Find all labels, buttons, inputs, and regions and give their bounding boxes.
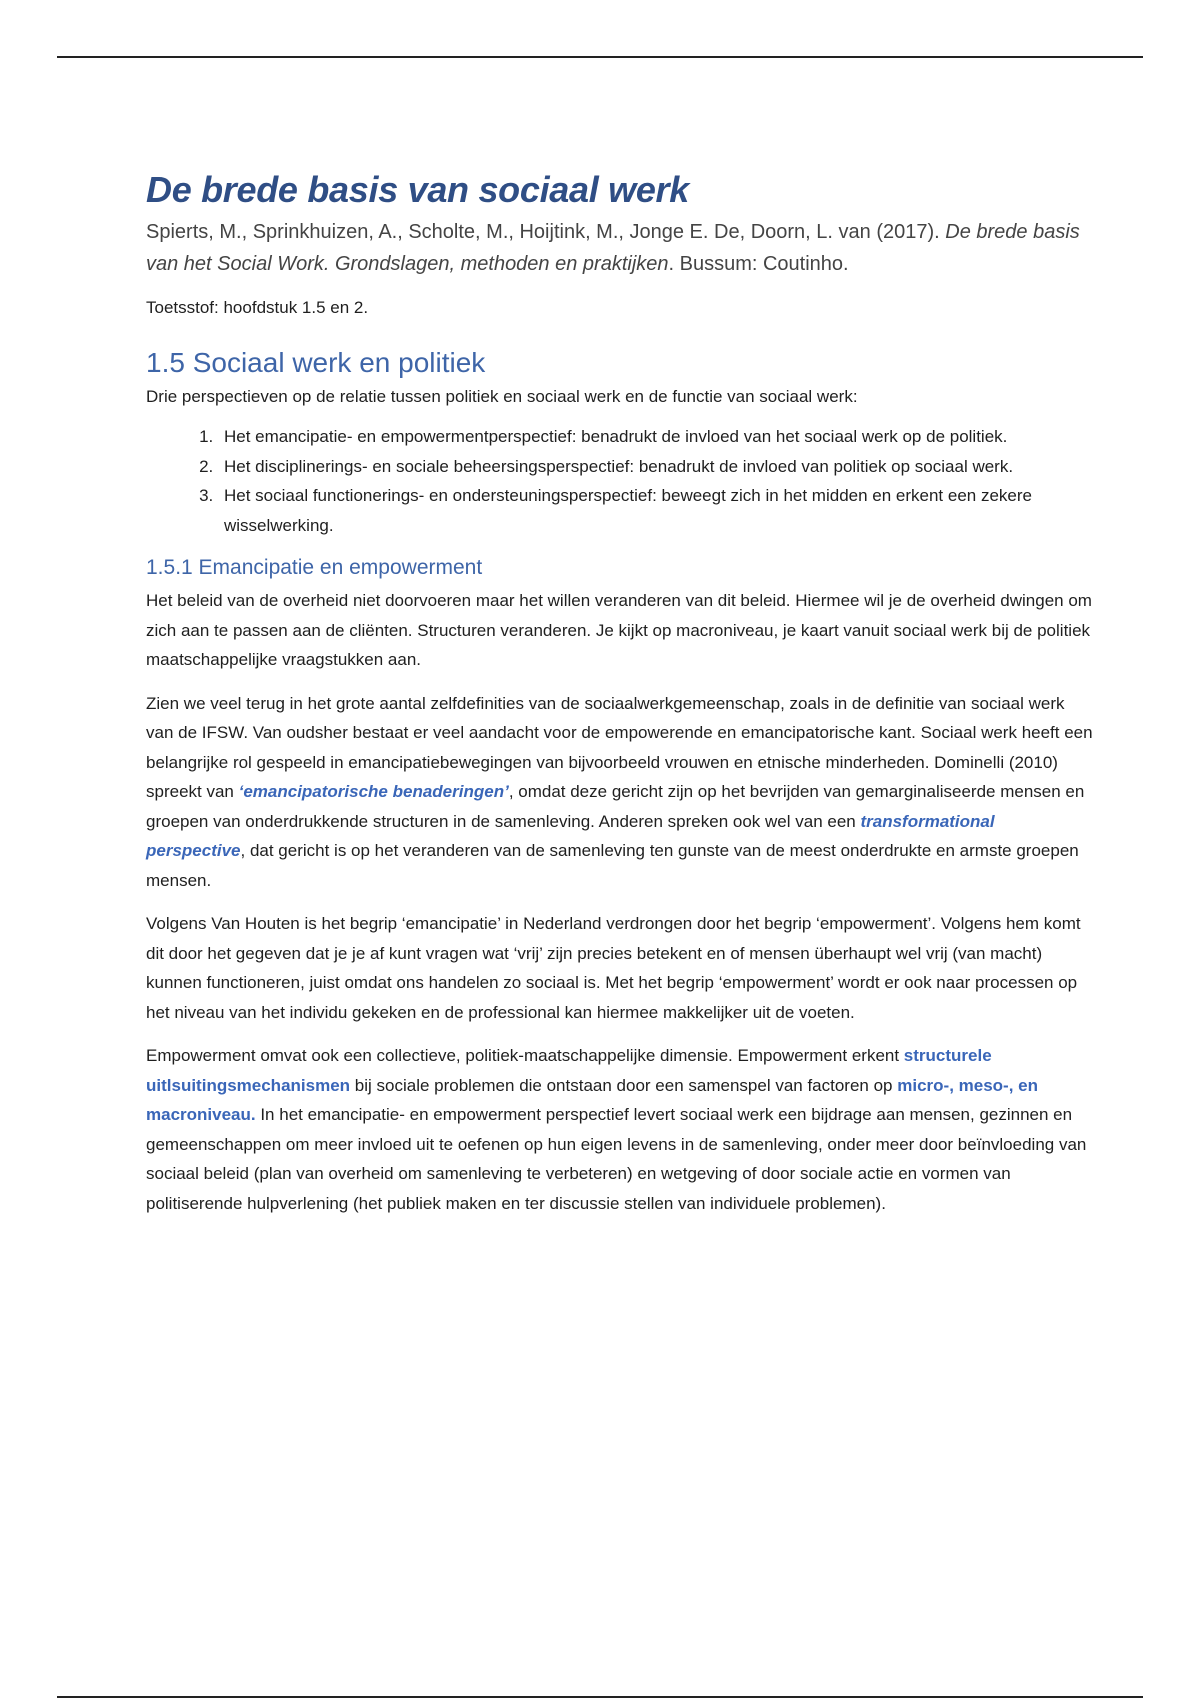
term-emancipatorische-benaderingen: ‘emancipatorische benaderingen’ [238,782,509,801]
list-item: 3. Het sociaal functionerings- en ondersteuningsperspectief: beweegt zich in het midden en erkent een zekere wisselwerking. [218,481,1096,540]
header-rule [57,56,1143,58]
subsection-heading: 1.5.1 Emancipatie en empowerment [146,556,483,579]
paragraph-4-text-c: In het emancipatie- en empowerment perspectief levert sociaal werk een bijdrage aan mensen, gezinnen en gemeenschappen om meer invloed uit te oefenen op hun eigen levens in de samenleving, onder meer door beïnvloeding van sociaal beleid (plan van overheid om samenleving te verbeteren) en wetgeving of door sociale actie en vormen van politiserende hulpverlening (het publiek maken en ter discussie stellen van individuele problemen). [146,1105,1087,1213]
paragraph-2-text-c: , dat gericht is op het veranderen van de samenleving ten gunste van de meest onderdrukte en armste groepen mensen. [146,841,1079,890]
term-micro-meso-macroniveau: micro-, meso-, en macroniveau. [146,1075,1038,1124]
citation-book-title: De brede basis van het Social Work. Grondslagen, methoden en praktijken [146,221,1080,275]
paragraph-2-text-a: Zien we veel terug in het grote aantal zelfdefinities van de sociaalwerkgemeenschap, zoals in de definitie van sociaal werk van de IFSW. Van oudsher bestaat er veel aandacht voor de empowerende en emancipatorische kant. Sociaal werk heeft een belangrijke rol gespeeld in emancipatiebewegingen van bijvoorbeeld vrouwen en etnische minderheden. Dominelli (2010) spreekt van [146,693,1093,801]
footer-rule [57,1696,1143,1698]
list-item: 2. Het disciplinerings- en sociale beheersingsperspectief: benadrukt de invloed van politiek op sociaal werk. [218,452,1096,482]
section-heading: 1.5 Sociaal werk en politiek [146,347,486,378]
section-intro: Drie perspectieven op de relatie tussen politiek en sociaal werk en de functie van sociaal werk: [146,387,858,406]
paragraph-4-text-a: Empowerment omvat ook een collectieve, politiek-maatschappelijke dimensie. Empowerment erkent [146,1046,904,1065]
document-title: De brede basis van sociaal werk [146,169,689,210]
citation-publisher: . Bussum: Coutinho. [668,253,849,275]
citation-authors: Spierts, M., Sprinkhuizen, A., Scholte, M., Hoijtink, M., Jonge E. De, Doorn, L. van (2017). [146,221,940,243]
paragraph-4 [146,1041,1096,1218]
term-uitsluitingsmechanismen: structurele uitlsuitingsmechanismen [146,1046,992,1095]
perspectives-list [146,422,1096,540]
paragraph-2 [146,689,1096,896]
paragraph-4-text-b: bij sociale problemen die ontstaan door een samenspel van factoren op [350,1075,898,1095]
exam-material: Toetsstof: hoofdstuk 1.5 en 2. [146,298,369,317]
citation [146,216,1096,280]
term-transformational-perspective: transformational perspective [146,811,995,860]
paragraph-3: Volgens Van Houten is het begrip ‘emancipatie’ in Nederland verdrongen door het begrip ‘empowerment’. Volgens hem komt dit door het gegeven dat je je af kunt vragen wat ‘vrij’ zijn precies betekent en of mensen überhaupt wel vrij (van macht) kunnen functioneren, juist omdat ons handelen zo sociaal is. Met het begrip ‘empowerment’ wordt er ook naar processen op het niveau van het individu gekeken en de professional kan hiermee makkelijker uit de voeten. [146,914,1081,1022]
paragraph-1: Het beleid van de overheid niet doorvoeren maar het willen veranderen van dit beleid. Hiermee wil je de overheid dwingen om zich aan te passen aan de cliënten. Structuren veranderen. Je kijkt op macroniveau, je kaart vanuit sociaal werk bij de politiek maatschappelijke vraagstukken aan. [146,591,1092,669]
document-body [146,170,1096,1218]
paragraph-2-text-b: , omdat deze gericht zijn op het bevrijden van gemarginaliseerde mensen en groepen van onderdrukkende structuren in de samenleving. Anderen spreken ook wel van een [146,782,1085,831]
list-item: 1. Het emancipatie- en empowermentperspectief: benadrukt de invloed van het sociaal werk op de politiek. [218,422,1096,452]
